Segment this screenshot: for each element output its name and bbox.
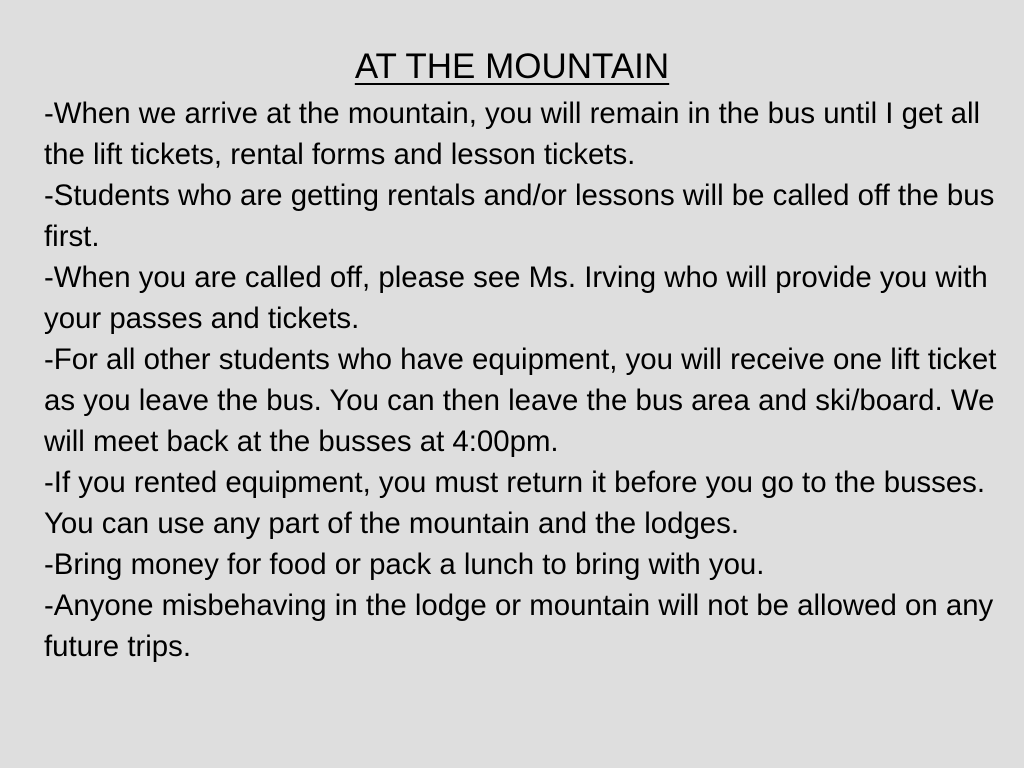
slide-title [0, 44, 1024, 90]
paragraph-return-rentals: -If you rented equipment, you must return it before you go to the busses. You can use any part of the mountain and the lodges. [44, 466, 986, 540]
paragraph-see-ms-irving: -When you are called off, please see Ms. Irving who will provide you with your passes and tickets. [44, 261, 988, 335]
paragraph-rentals-first: -Students who are getting rentals and/or lessons will be called off the bus first. [44, 179, 995, 253]
slide-body [44, 93, 1004, 667]
slide-title-text: AT THE MOUNTAIN [354, 47, 670, 86]
paragraph-own-equipment: -For all other students who have equipment, you will receive one lift ticket as you leave the bus. You can then leave the bus area and ski/board. We will meet back at the busses at 4:00pm. [44, 343, 997, 458]
paragraph-misbehaving: -Anyone misbehaving in the lodge or mountain will not be allowed on any future trips. [44, 589, 994, 663]
paragraph-bus-wait: -When we arrive at the mountain, you will remain in the bus until I get all the lift tickets, rental forms and lesson tickets. [44, 97, 981, 171]
paragraph-bring-money: -Bring money for food or pack a lunch to bring with you. [44, 548, 765, 581]
